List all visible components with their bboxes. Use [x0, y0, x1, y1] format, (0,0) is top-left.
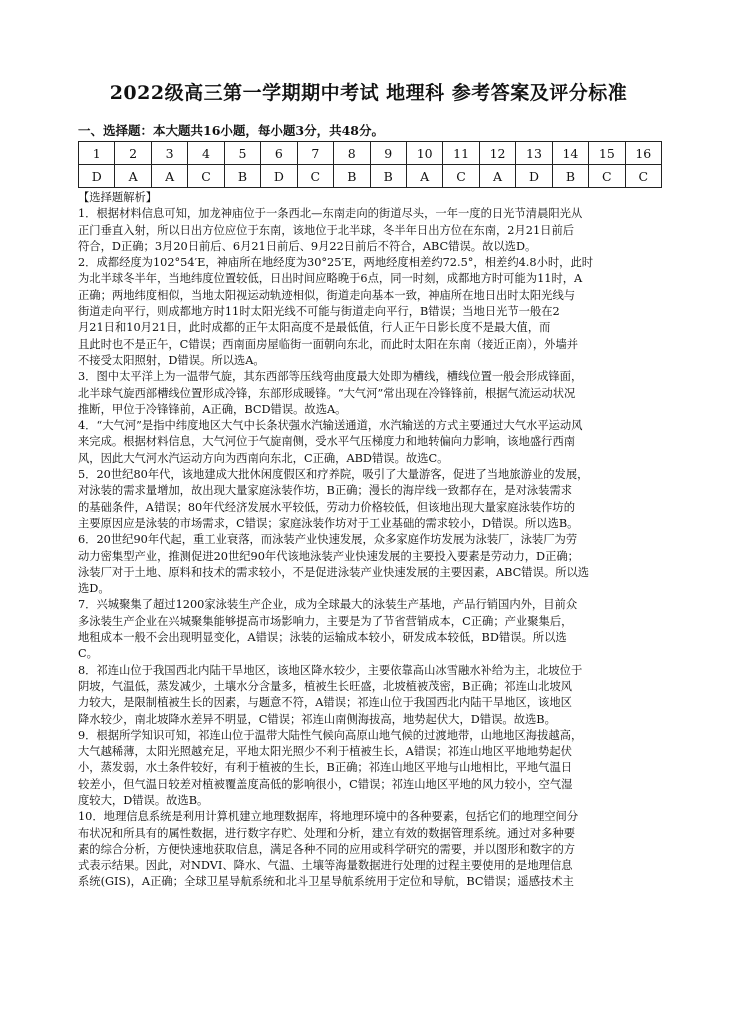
- explanation-line: 式表示结果。因此，对NDVI、降水、气温、土壤等海量数据进行处理的过程主要使用的是地理信息: [78, 859, 573, 873]
- question-number-cell: 4: [188, 142, 224, 165]
- explanation-line: 3．图中太平洋上为一温带气旋，其东西部等压线弯曲度最大处即为槽线，槽线位置一般会形成锋面，: [78, 370, 583, 384]
- answer-cell: B: [370, 165, 406, 188]
- question-number-cell: 10: [406, 142, 442, 165]
- explanation-line: 8．祁连山位于我国西北内陆干旱地区，该地区降水较少，主要依靠高山冰雪融水补给为主，北坡位于: [78, 663, 583, 677]
- explanation-line: 7．兴城聚集了超过1200家泳装生产企业，成为全球最大的泳装生产基地，产品行销国内外，目前众: [78, 598, 578, 612]
- page-title: 2022级高三第一学期期中考试 地理科 参考答案及评分标准: [109, 82, 628, 104]
- answer-cell: C: [297, 165, 333, 188]
- explanation-line: 月21日和10月21日，此时成都的正午太阳高度不是最低值，行人正午日影长度不是最大值，而: [78, 321, 551, 335]
- question-number-cell: 9: [370, 142, 406, 165]
- explanation-line: 风，因此大气河水汽运动方向为西南向东北，C正确，ABD错误。故选C。: [78, 451, 449, 465]
- question-number-cell: 7: [297, 142, 333, 165]
- question-number-cell: 16: [625, 142, 661, 165]
- explanation-line: 降水较少，南北坡降水差异不明显，C错误；祁连山南侧海拔高，地势起伏大，D错误。故选B。: [78, 712, 556, 726]
- question-number-cell: 5: [224, 142, 260, 165]
- question-number-cell: 6: [261, 142, 297, 165]
- question-number-cell: 3: [151, 142, 187, 165]
- explanation-line: 正门垂直入射，所以日出方位应位于东南，该地位于北半球，冬半年日出方位在东南，2月21日前后: [78, 223, 575, 237]
- explanation-line: 力较大，是限制植被生长的因素，与题意不符，A错误；祁连山位于我国西北内陆干旱地区，该地区: [78, 696, 572, 710]
- answer-cell: D: [516, 165, 552, 188]
- answer-cell: A: [479, 165, 515, 188]
- question-number-cell: 1: [79, 142, 115, 165]
- explanation-line: 较差小，但气温日较差对植被覆盖度高低的影响很小，C错误；祁连山地区平地的风力较小，空气湿: [78, 777, 573, 791]
- answer-cell: B: [334, 165, 370, 188]
- explanation-line: 9．根据所学知识可知，祁连山位于温带大陆性气候向高原山地气候的过渡地带，山地地区海拔越高，: [78, 728, 583, 742]
- answer-cell: C: [625, 165, 661, 188]
- explanation-line: 选D。: [78, 582, 110, 596]
- answer-cell: C: [443, 165, 479, 188]
- explanation-line: 小，蒸发弱，水土条件较好，有利于植被的生长，B正确；祁连山地区平地与山地相比，平地气温日: [78, 761, 573, 775]
- answer-cell: C: [188, 165, 224, 188]
- explanation-line: 来完成。根据材料信息，大气河位于气旋南侧，受水平气压梯度力和地转偏向力影响，该地盛行西南: [78, 435, 576, 449]
- explanation-line: 地租成本一般不会出现明显变化，A错误；泳装的运输成本较小，研发成本较低，BD错误。所以选: [78, 631, 567, 645]
- answer-cell: A: [151, 165, 187, 188]
- explanation-line: 且此时也不是正午，C错误；西南面房屋临街一面朝向东北，而此时太阳在东南（接近正南），外墙并: [78, 337, 579, 351]
- explanation-line: 推断，甲位于冷锋锋前，A正确，BCD错误。故选A。: [78, 402, 347, 416]
- question-number-cell: 11: [443, 142, 479, 165]
- explanation-line: 10．地理信息系统是利用计算机建立地理数据库，将地理环境中的各种要素，包括它们的地理空间分: [78, 810, 579, 824]
- explanation-line: 4．“大气河”是指中纬度地区大气中长条状强水汽输送通道，水汽输送的方式主要通过大气水平运动风: [78, 419, 583, 433]
- explanation-line: 正确；两地纬度相似，当地太阳视运动轨迹相似，街道走向基本一致，神庙所在地日出时太阳光线与: [78, 288, 576, 302]
- explanation-line: 5．20世纪80年代，该地建成大批休闲度假区和疗养院，吸引了大量游客，促进了当地旅游业的发展，: [78, 468, 589, 482]
- explanation-line: 北半球气旋西部槽线位置形成冷锋，东部形成暖锋。“大气河”常出现在冷锋锋前，根据气流运动状况: [78, 386, 576, 400]
- explanation-line: 为北半球冬半年，当地纬度位置较低，日出时间应略晚于6点，同一时刻，成都地方时可能为11时，A: [78, 272, 583, 286]
- explanation-line: 主要原因应是泳装的市场需求，C错误；家庭泳装作坊对于工业基础的需求较小，D错误。所以选B。: [78, 516, 579, 530]
- explanation-line: 系统(GIS)，A正确；全球卫星导航系统和北斗卫星导航系统用于定位和导航，BC错误；遥感技术主: [78, 875, 574, 889]
- answer-cell: B: [552, 165, 588, 188]
- question-number-cell: 2: [115, 142, 151, 165]
- question-number-cell: 13: [516, 142, 552, 165]
- answer-row: [79, 165, 662, 188]
- explanation-line: 大气越稀薄，太阳光照越充足，平地太阳光照少不利于植被生长，A错误；祁连山地区平地地势起伏: [78, 745, 572, 759]
- explanation-line: 阴坡，气温低，蒸发减少，土壤水分含量多，植被生长旺盛，北坡植被茂密，B正确；祁连山北坡风: [78, 679, 573, 693]
- explanation-body: [78, 190, 666, 891]
- explanation-line: 布状况和所具有的属性数据，进行数字存贮、处理和分析，建立有效的数据管理系统。通过对多种要: [78, 826, 576, 840]
- question-number-cell: 8: [334, 142, 370, 165]
- answer-cell: D: [79, 165, 115, 188]
- explanation-line: 2．成都经度为102°54′E，神庙所在地经度为30°25′E，两地经度相差约72.5°，相差约4.8小时，此时: [78, 256, 594, 270]
- question-number-cell: 14: [552, 142, 588, 165]
- answer-cell: D: [261, 165, 297, 188]
- explanation-line: C。: [78, 647, 98, 661]
- explanation-line: 动力密集型产业，推测促进20世纪90年代该地泳装产业快速发展的主要投入要素是劳动力，D正确；: [78, 549, 579, 563]
- explanation-line: 对泳装的需求量增加，故出现大量家庭泳装作坊，B正确；漫长的海岸线一致都存在，是对泳装需求: [78, 484, 573, 498]
- explanation-line: 符合，D正确；3月20日前后、6月21日前后、9月22日前后不符合，ABC错误。故以选D。: [78, 239, 537, 253]
- answer-cell: C: [589, 165, 625, 188]
- explanation-line: 多泳装生产企业在兴城聚集能够提高市场影响力，主要是为了节省营销成本，C正确；产业聚集后，: [78, 614, 573, 628]
- answer-cell: A: [115, 165, 151, 188]
- question-number-cell: 15: [589, 142, 625, 165]
- answer-cell: B: [224, 165, 260, 188]
- answer-table: [78, 141, 662, 188]
- answer-cell: A: [406, 165, 442, 188]
- explanation-line: 6．20世纪90年代起，重工业衰落，而泳装产业快速发展，众多家庭作坊发展为泳装厂，泳装厂为劳: [78, 533, 578, 547]
- explanation-line: 泳装厂对于土地、原料和技术的需求较小，不是促进泳装产业快速发展的主要因素，ABC错误。所以选: [78, 565, 590, 579]
- explanation-line: 的基础条件，A错误；80年代经济发展水平较低，劳动力价格较低，但该地出现大量家庭泳装作坊的: [78, 500, 576, 514]
- explanation-heading: 【选择题解析】: [78, 191, 158, 204]
- explanation-line: 不接受太阳照射，D错误。所以选A。: [78, 353, 265, 367]
- explanation-line: 1．根据材料信息可知，加龙神庙位于一条西北—东南走向的街道尽头，一年一度的日光节清晨阳光从: [78, 207, 583, 221]
- explanation-line: 度较大，D错误。故选B。: [78, 793, 209, 807]
- question-number-cell: 12: [479, 142, 515, 165]
- explanation-line: 街道走向平行，则成都地方时11时太阳光线不可能与街道走向平行，B错误；当地日光节一般在2: [78, 305, 560, 319]
- explanation-line: 素的综合分析，方便快速地获取信息，满足各种不同的应用或科学研究的需要，并以图形和数字的方: [78, 842, 576, 856]
- question-number-row: [79, 142, 662, 165]
- section-heading-multiple-choice: 一、选择题：本大题共16小题，每小题3分，共48分。: [78, 123, 384, 138]
